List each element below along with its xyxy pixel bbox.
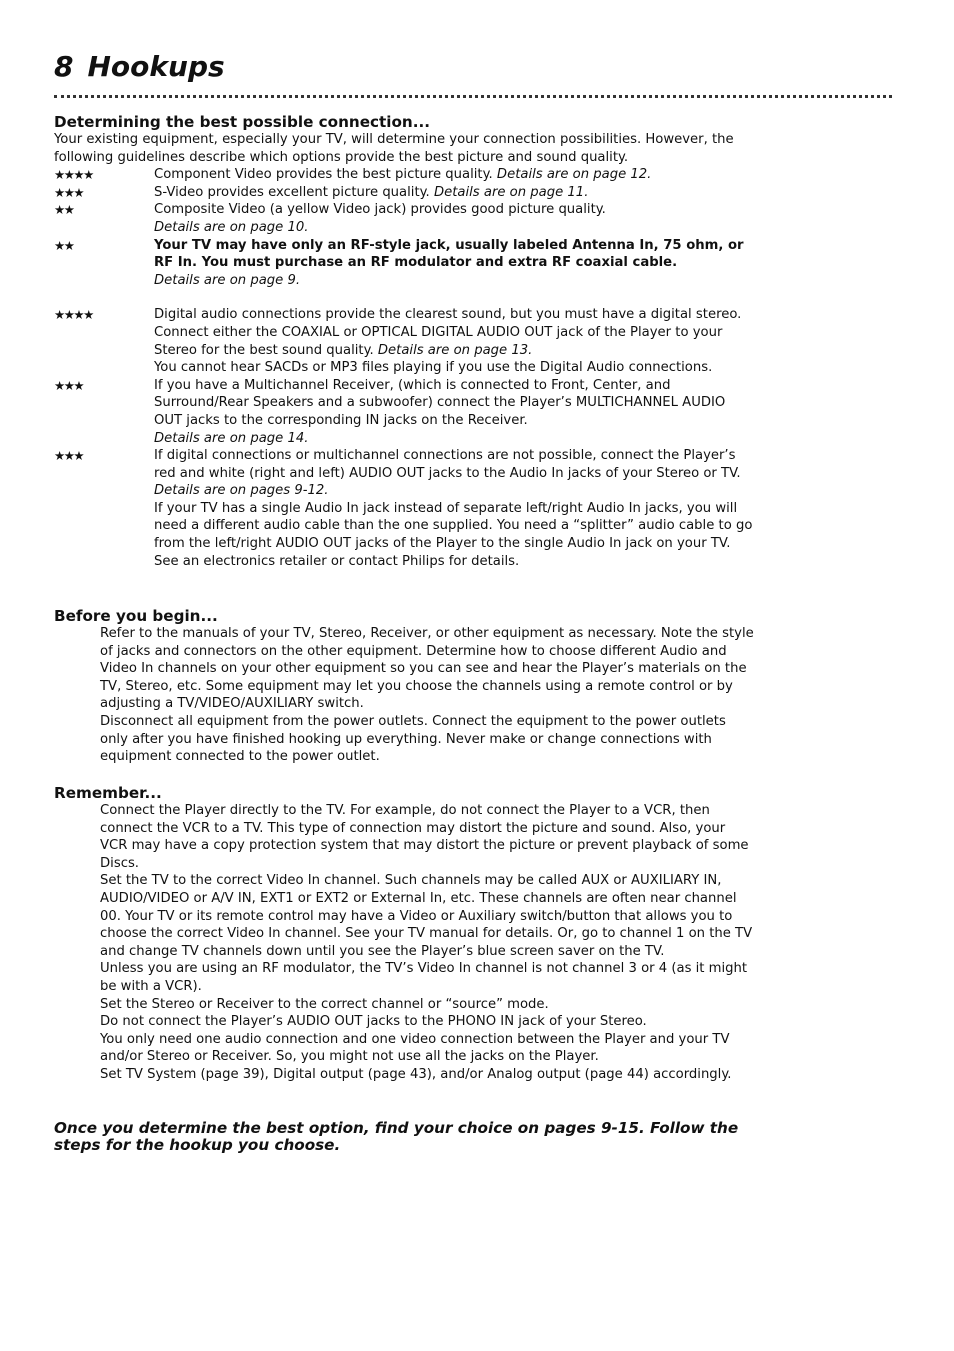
paragraph: Do not connect the Player’s AUDIO OUT jacks to the PHONO IN jack of your Stereo. — [100, 1014, 647, 1030]
page-reference: Details are on pages 9-12. — [154, 483, 329, 499]
paragraph: Refer to the manuals of your TV, Stereo, Receiver, or other equipment as necessary. Note the style of jacks and connectors on the other equipment. Determine how to choose different Audio and Video In channels on your other equipment so you can see and hear the Player’s materials on the TV, Stereo, etc. Some equipment may let you choose the channels using a remote control or by adjusting a TV/VIDEO/AUXILIARY switch. — [100, 626, 754, 712]
option-text: Composite Video (a yellow Video jack) provides good picture quality. — [154, 202, 606, 218]
page-reference: Details are on page 12. — [496, 167, 652, 183]
page-reference: Details are on page 13. — [377, 342, 533, 358]
remember-section — [54, 784, 754, 1084]
closing-instruction: Once you determine the best option, find your choice on pages 9-15. Follow the steps for the hookup you choose. — [54, 1119, 739, 1154]
rating-stars: ★★★ — [54, 448, 84, 464]
paragraph: Set the Stereo or Receiver to the correct channel or “source” mode. — [100, 996, 549, 1012]
paragraph: Set the TV to the correct Video In channel. Such channels may be called AUX or AUXILIARY IN, AUDIO/VIDEO or A/V IN, EXT1 or EXT2 or External In, etc. These channels are often near channel 00. Your TV or its remote control may have a Video or Auxiliary switch/button that allows you to choose the correct Video In channel. See your TV manual for details. Or, go to channel 1 on the TV and change TV channels down until you see the Player’s blue screen saver on the TV. — [100, 873, 753, 959]
option-text: Digital audio connections provide the clearest sound, but you must have a digital stereo. Connect either the COAXIAL or OPTICAL DIGITAL AUDIO OUT jack of the Player to your Stereo for the best sound quality. — [154, 307, 742, 358]
rating-stars: ★★★★ — [54, 307, 93, 323]
page-reference: Details are on page 10. — [154, 219, 309, 235]
rating-stars: ★★ — [54, 237, 74, 253]
video-option-component — [54, 166, 754, 184]
option-text: Component Video provides the best picture quality. — [154, 167, 493, 183]
rating-stars: ★★★ — [54, 377, 84, 393]
dotted-divider — [54, 95, 892, 98]
before-you-begin-section — [54, 607, 754, 766]
paragraph: Unless you are using an RF modulator, the TV’s Video In channel is not channel 3 or 4 (as it might be with a VCR). — [100, 961, 748, 994]
option-text: S-Video provides excellent picture quality. — [154, 184, 430, 200]
audio-option-analog — [54, 447, 754, 570]
video-option-composite — [54, 201, 754, 236]
before-you-begin-heading: Before you begin... — [54, 607, 218, 625]
page-reference: Details are on page 9. — [154, 272, 301, 288]
page-reference: Details are on page 14. — [154, 430, 309, 446]
best-connection-intro: Your existing equipment, especially your TV, will determine your connection possibilities. However, the following guidelines describe which options provide the best picture and sound quality. — [54, 132, 734, 165]
page-reference: Details are on page 11. — [433, 184, 589, 200]
paragraph: Disconnect all equipment from the power outlets. Connect the equipment to the power outlets only after you have finished hooking up everything. Never make or change connections with equipment connected to the power outlet. — [100, 713, 726, 765]
best-connection-heading: Determining the best possible connection... — [54, 113, 431, 131]
option-note: You cannot hear SACDs or MP3 files playing if you use the Digital Audio connections. — [154, 360, 713, 376]
video-option-svideo — [54, 184, 754, 202]
page-number: 8 — [54, 50, 74, 83]
option-text: If you have a Multichannel Receiver, (which is connected to Front, Center, and Surround/Rear Speakers and a subwoofer) connect the Player’s MULTICHANNEL AUDIO OUT jacks to the corresponding IN jacks on the Receiver. — [154, 377, 726, 428]
paragraph: Set TV System (page 39), Digital output (page 43), and/or Analog output (page 44) accordingly. — [100, 1066, 732, 1082]
rating-stars: ★★★ — [54, 184, 84, 200]
remember-heading: Remember... — [54, 784, 162, 802]
audio-option-digital — [54, 306, 754, 376]
option-note: If your TV has a single Audio In jack instead of separate left/right Audio In jacks, you will need a different audio cable than the one supplied. You need a “splitter” audio cable to go from the left/right AUDIO OUT jacks of the Player to the single Audio In jack on your TV. See an electronics retailer or contact Philips for details. — [154, 500, 753, 569]
rating-stars: ★★★★ — [54, 167, 93, 183]
option-text: Your TV may have only an RF-style jack, usually labeled Antenna In, 75 ohm, or RF In. You must purchase an RF modulator and extra RF coaxial cable. — [154, 237, 744, 271]
audio-option-multichannel — [54, 377, 754, 447]
video-option-rf — [54, 237, 754, 290]
best-connection-section — [54, 113, 754, 570]
paragraph: Connect the Player directly to the TV. For example, do not connect the Player to a VCR, then connect the VCR to a TV. This type of connection may distort the picture and sound. Also, your VCR may have a copy protection system that may distort the picture or prevent playback of some Discs. — [100, 803, 749, 871]
rating-stars: ★★ — [54, 202, 74, 218]
option-text: If digital connections or multichannel connections are not possible, connect the Player’s red and white (right and left) AUDIO OUT jacks to the Audio In jacks of your Stereo or TV. — [154, 448, 741, 481]
section-title: Hookups — [87, 50, 225, 83]
page-title — [54, 50, 225, 83]
paragraph: You only need one audio connection and one video connection between the Player and your TV and/or Stereo or Receiver. So, you might not use all the jacks on the Player. — [100, 1031, 730, 1065]
